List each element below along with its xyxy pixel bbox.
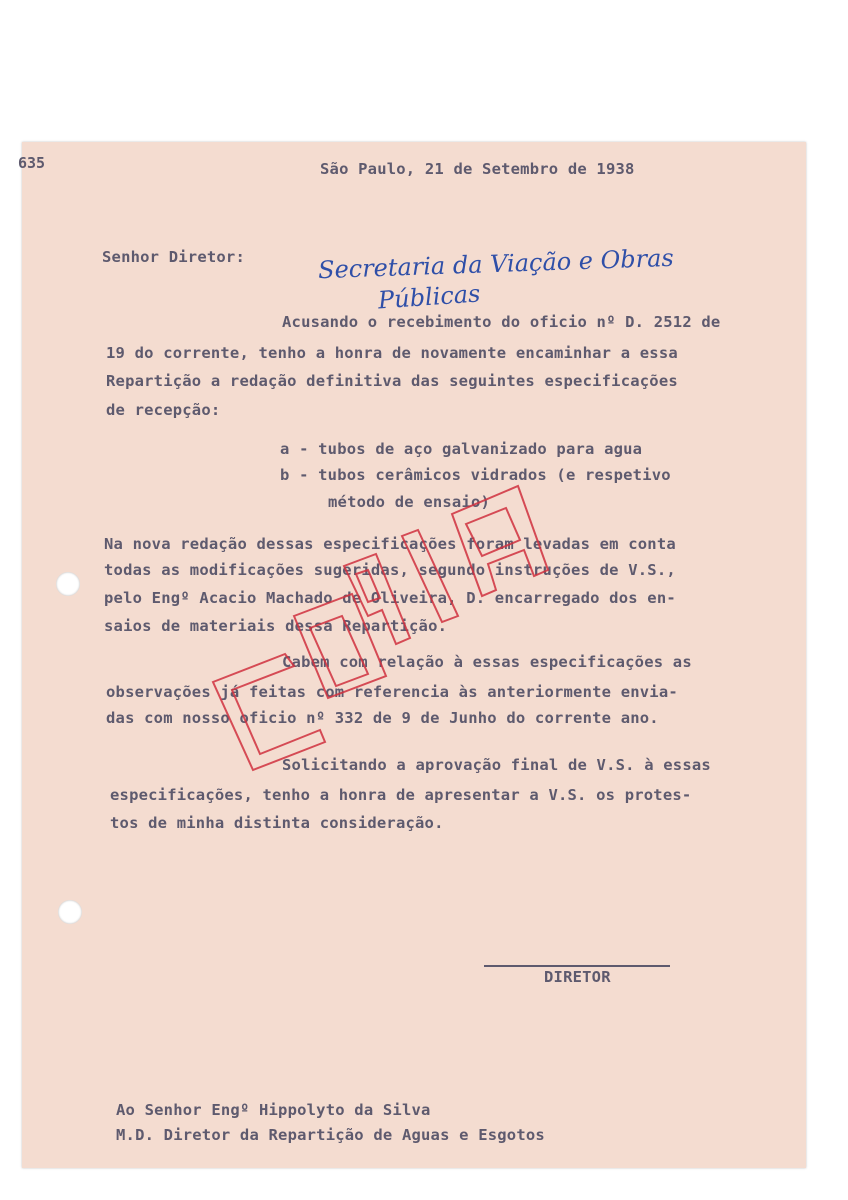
body-line-1: Acusando o recebimento do oficio nº D. 2512 de <box>282 313 721 331</box>
punch-hole-top <box>56 572 80 596</box>
handwritten-note-line2: Públicas <box>377 279 482 315</box>
body-line-13: observações já feitas com referencia às anteriormente envia- <box>106 683 678 701</box>
punch-hole-bottom <box>58 900 82 924</box>
copia-stamp <box>190 470 590 780</box>
body-line-3: Repartição a redação definitiva das seguintes especificações <box>106 372 678 390</box>
body-line-8: Na nova redação dessas especificações foram levadas em conta <box>104 535 676 553</box>
signature-line <box>484 965 670 967</box>
body-line-4: de recepção: <box>106 401 221 419</box>
file-number: 635 <box>18 154 46 172</box>
body-line-2: 19 do corrente, tenho a honra de novamente encaminhar a essa <box>106 344 678 362</box>
addressee-line2: M.D. Diretor da Repartição de Aguas e Esgotos <box>116 1126 545 1144</box>
body-line-9: todas as modificações sugeridas, segundo instruções de V.S., <box>104 561 676 579</box>
handwritten-note-line1: Secretaria da Viação e Obras <box>317 243 675 285</box>
body-line-10: pelo Engº Acacio Machado de Oliveira, D. encarregado dos en- <box>104 589 676 607</box>
salutation: Senhor Diretor: <box>102 248 245 266</box>
body-line-17: tos de minha distinta consideração. <box>110 814 444 832</box>
addressee-line1: Ao Senhor Engº Hippolyto da Silva <box>116 1101 431 1119</box>
signature-title: DIRETOR <box>544 968 611 986</box>
list-item-a: a - tubos de aço galvanizado para agua <box>280 440 643 458</box>
body-line-12: Cabem com relação à essas especificações as <box>282 653 692 671</box>
body-line-16: especificações, tenho a honra de apresentar a V.S. os protes- <box>110 786 692 804</box>
list-item-b: b - tubos cerâmicos vidrados (e respetivo <box>280 466 671 484</box>
body-line-15: Solicitando a aprovação final de V.S. à essas <box>282 756 711 774</box>
list-item-b-cont: método de ensaio) <box>328 493 491 511</box>
place-date: São Paulo, 21 de Setembro de 1938 <box>320 160 635 178</box>
body-line-11: saios de materiais dessa Repartição. <box>104 617 448 635</box>
body-line-14: das com nosso oficio nº 332 de 9 de Junho do corrente ano. <box>106 709 659 727</box>
